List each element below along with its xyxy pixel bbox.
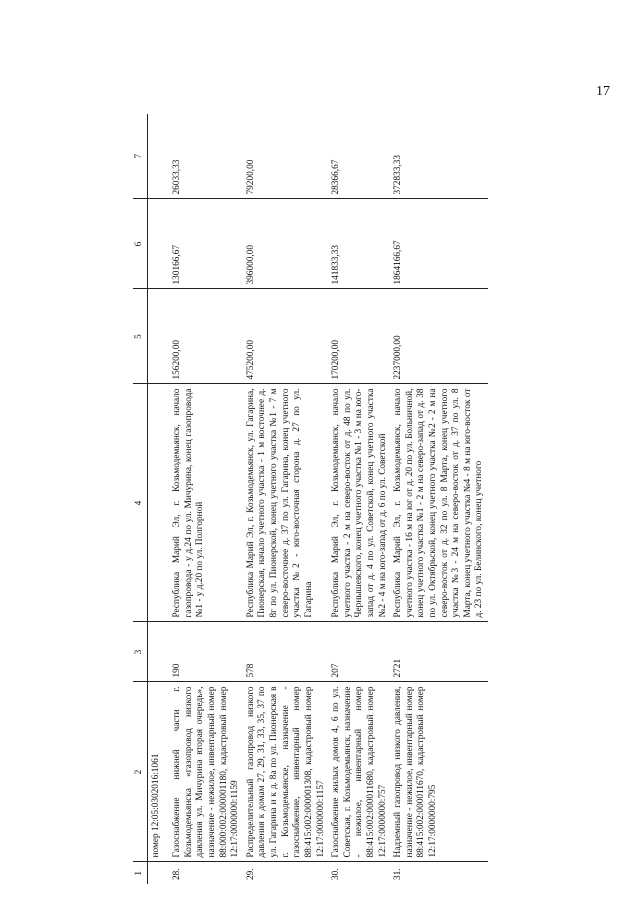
object-description: Газоснабжение жилых домов 4, 6 по ул. Советская, г. Козьмодемьянск, назначение - нежилое, инвентарный номер 88:415:002:000011680, кадастровый номер 12:17:0000000:757	[329, 682, 391, 862]
col-header-2: 2	[133, 682, 147, 862]
column-number-header	[133, 114, 147, 884]
value-col7: 372833,33	[391, 114, 488, 199]
col-header-3: 3	[133, 622, 147, 682]
property-table	[133, 114, 488, 884]
value-col7: 26033,33	[170, 114, 244, 199]
table-row	[329, 114, 391, 884]
value-col6: 141833,33	[329, 199, 391, 289]
object-location: Республика Марий Эл, г. Козьмодемьянск, начало учетного участка - 16 м на юг от д. 20 по ул. Больничной, конец учетного участка №1 - 2 м на северо-запад от д. 38 по ул. Октябрьской, конец учетного участка №2 - 2 м на северо-восток от д. 32 по ул. 8 Марта, конец учетного участка №3 - 24 м на северо-восток от д. 37 по ул. 8 Марта, конец учетного участка №4 - 8 м на юго-восток от д. 23 по ул. Белинского, конец учетного	[391, 384, 488, 622]
continued-cadastral-number: номер 12:05:0302016:1061	[147, 682, 170, 862]
value-col7: 28366,67	[329, 114, 391, 199]
value-col5: 156200,00	[170, 289, 244, 384]
value-col6: 396000,00	[244, 199, 329, 289]
rotated-table-sheet	[133, 114, 629, 884]
table-row	[244, 114, 329, 884]
value-col6: 1864166,67	[391, 199, 488, 289]
col-header-6: 6	[133, 199, 147, 289]
object-description: Надземный газопровод низкого давления, назначение - нежилое, инвентарный номер 88:415:002:000011670, кадастровый номер 12:17:0000000:795	[391, 682, 488, 862]
object-length: 2721	[391, 622, 488, 682]
row-number: 31.	[393, 868, 404, 880]
table-row-continuation	[147, 114, 170, 884]
object-description: Распределительный газопровод низкого давления к домам 27, 29, 31, 33, 35, 37 по ул. Гагарина и к д. 8а по ул. Пионерская в г. Козьмодемьянске, назначение - газоснабжение, инвентарный номер 88:415:002:000001308, кадастровый номер 12:17:0000000:1157	[244, 682, 329, 862]
row-number: 29.	[245, 868, 256, 880]
row-number: 30.	[331, 868, 342, 880]
col-header-7: 7	[133, 114, 147, 199]
value-col5: 475200,00	[244, 289, 329, 384]
object-length: 578	[244, 622, 329, 682]
table-row	[170, 114, 244, 884]
object-location: Республика Марий Эл, г. Козьмодемьянск, начало учетного участка - 2 м на северо-восток от д. 48 по ул. Чернышевского, конец учетного участка №1 - 3 м на юго-запад от д. 4 по ул. Советской, конец учетного участка №2 - 4 м на юго-запад от д. 6 по ул. Советской	[329, 384, 391, 622]
col-header-4: 4	[133, 384, 147, 622]
object-description: Газоснабжение нижней части г. Козьмодемьянска «газопровод низкого давления ул. Мичурина вторая очередь», назначение - нежилое, инвентарный номер 88:000:002:000001180, кадастровый номер 12:17:0000000:1159	[170, 682, 244, 862]
object-length: 190	[170, 622, 244, 682]
col-header-1: 1	[133, 862, 147, 884]
col-header-5: 5	[133, 289, 147, 384]
object-location: Республика Марий Эл, г. Козьмодемьянск, ул. Гагарина, Пионерская, начало учетного участка - 1 м восточнее д. 8г по ул. Пионерской, конец учетного участка №1 - 7 м северо-восточнее д. 37 по ул. Гагарина, конец учетного участка №2 - юго-восточная сторона д. 27 по ул. Гагарина	[244, 384, 329, 622]
table-row	[391, 114, 488, 884]
value-col5: 170200,00	[329, 289, 391, 384]
value-col6: 130166,67	[170, 199, 244, 289]
row-number: 28.	[172, 868, 183, 880]
value-col7: 79200,00	[244, 114, 329, 199]
object-location: Республика Марий Эл, г. Козьмодемьянск, начало газопровода - у д.24 по ул. Мичурина, конец газопровода №1 - у д.20 по ул. Полгорной	[170, 384, 244, 622]
value-col5: 2237000,00	[391, 289, 488, 384]
object-length: 207	[329, 622, 391, 682]
page-number: 17	[596, 84, 610, 99]
